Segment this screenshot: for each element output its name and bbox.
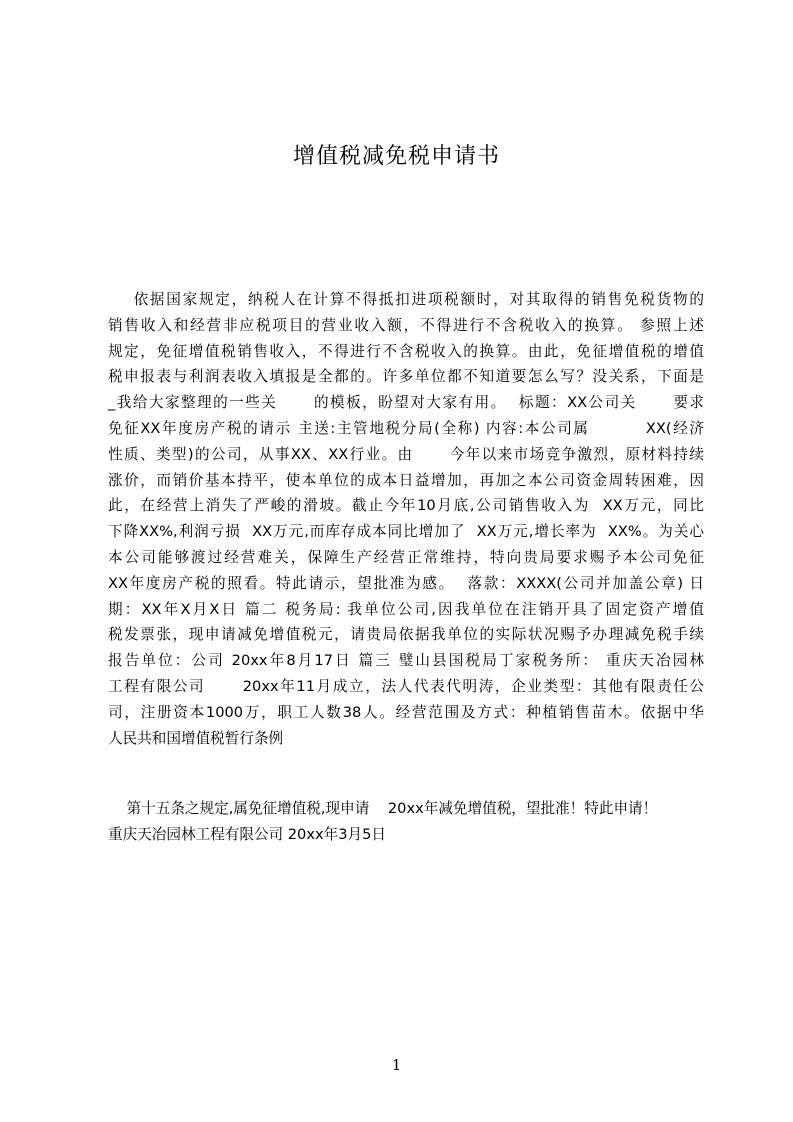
paragraph-main xyxy=(108,287,704,751)
text-line: 报告单位：公司 20xx年8月17日 篇三 璧山县国税局丁家税务所： 重庆天冶园林 xyxy=(108,652,704,670)
text-line: 税申报表与利润表收入填报是全都的。许多单位都不知道要怎么写？没关系，下面是 xyxy=(108,368,704,386)
text-line: XX年度房产税的照看。特此请示，望批准为感。 落款：XXXX(公司并加盖公章) 日 xyxy=(108,574,704,592)
page-number: 1 xyxy=(391,1056,402,1074)
text-line: 销售收入和经营非应税项目的营业收入额，不得进行不含税收入的换算。 参照上述 xyxy=(108,316,704,334)
text-line: 免征XX年度房产税的请示 主送:主管地税分局(全称) 内容:本公司属 XX(经济 xyxy=(108,419,704,437)
document-title: 增值税减免税申请书 xyxy=(292,144,500,169)
text-line: 依据国家规定，纳税人在计算不得抵扣进项税额时，对其取得的销售免税货物的 xyxy=(108,291,704,308)
text-line: 司，注册资本1000万，职工人数38人。经营范围及方式：种植销售苗木。依据中华 xyxy=(108,703,704,721)
text-line: 重庆天冶园林工程有限公司 20xx年3月5日 xyxy=(108,825,386,843)
text-line: 涨价，而销价基本持平，使本单位的成本日益增加，再加之本公司资金周转困难，因 xyxy=(108,471,704,489)
text-line: 期：XX年X月X日 篇二 税务局: 我单位公司,因我单位在注销开具了固定资产增值 xyxy=(108,600,704,618)
text-line: 规定，免征增值税销售收入，不得进行不含税收入的换算。由此，免征增值税的增值 xyxy=(108,342,704,360)
text-line: 工程有限公司 20xx年11月成立，法人代表代明涛，企业类型：其他有限责任公 xyxy=(108,677,704,695)
text-line: _我给大家整理的一些关 的模板，盼望对大家有用。 标题：XX公司关 要求 xyxy=(108,394,704,412)
text-line: 人民共和国增值税暂行条例 xyxy=(108,729,284,747)
text-line: 此，在经营上消失了严峻的滑坡。截止今年10月底,公司销售收入为 XX万元，同比 xyxy=(108,497,704,515)
paragraph-closing xyxy=(108,796,712,848)
text-line: 本公司能够渡过经营难关，保障生产经营正常维持，特向贵局要求赐予本公司免征 xyxy=(108,548,704,566)
text-line: 性质、类型)的公司，从事XX、XX行业。由 今年以来市场竞争激烈，原材料持续 xyxy=(108,445,704,463)
text-line: 第十五条之规定,属免征增值税,现申请 20xx年减免增值税，望批准！特此申请！ xyxy=(108,800,658,817)
text-line: 税发票张，现申请减免增值税元，请贵局依据我单位的实际状况赐予办理减免税手续 xyxy=(108,626,704,644)
text-line: 下降XX%,利润亏损 XX万元,而库存成本同比增加了 XX万元,增长率为 XX%。为关心 xyxy=(108,523,704,541)
